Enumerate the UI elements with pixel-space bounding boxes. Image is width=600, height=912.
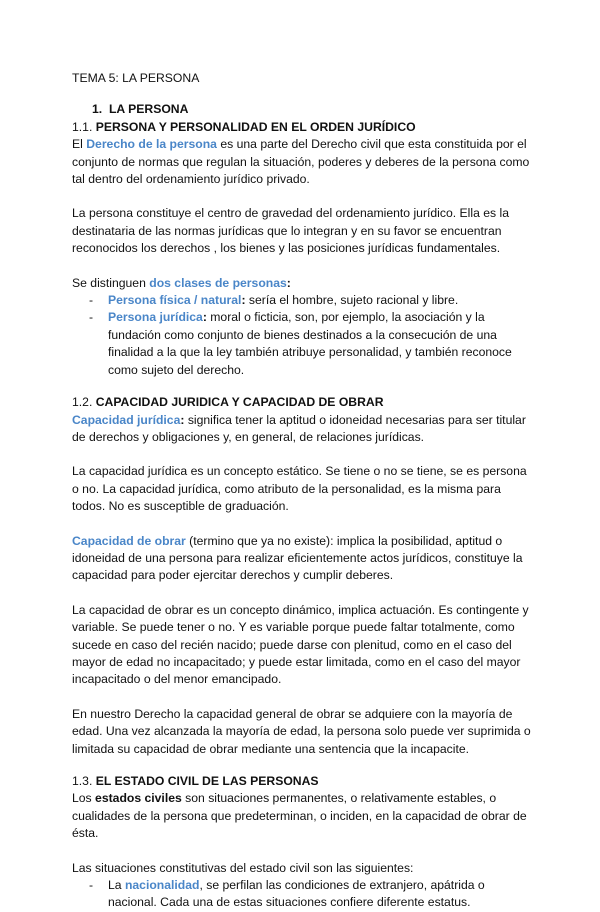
list-item bbox=[72, 877, 532, 912]
paragraph: En nuestro Derecho la capacidad general de obrar se adquiere con la mayoría de edad. Una vez alcanzada la mayoría de edad, la persona solo puede ver suprimida o limitada su capacidad de obrar mediante una sentencia que la incapacite. bbox=[72, 706, 531, 756]
text: Se distinguen bbox=[72, 275, 150, 290]
highlight-term: nacionalidad bbox=[124, 878, 200, 893]
text: sería el hombre, sujeto racional y libre. bbox=[245, 293, 459, 308]
dash-bullet: - bbox=[89, 310, 94, 325]
text: : bbox=[202, 310, 207, 325]
document-page bbox=[72, 70, 532, 912]
text: La bbox=[108, 878, 125, 893]
subsection-1-2-heading bbox=[72, 394, 532, 411]
section-1-number: 1. bbox=[92, 102, 103, 117]
text: , se perfilan las condiciones de extranjero, apátrida o nacional. Cada una de estas situaciones confiere diferente estatus. bbox=[108, 878, 485, 910]
text: significa tener la aptitud o idoneidad necesarias para ser titular de derechos y obligaciones y, en general, de relaciones jurídicas. bbox=[72, 412, 526, 444]
text: : bbox=[180, 412, 185, 427]
text: : bbox=[241, 293, 246, 308]
section-1-heading bbox=[92, 101, 532, 118]
text: (termino que ya no existe): implica la posibilidad, aptitud o idoneidad de una persona para realizar eficientemente actos jurídicos, constituye la capacidad para poder ejercitar derechos y cumplir deberes. bbox=[72, 533, 523, 583]
subsection-title: PERSONA Y PERSONALIDAD EN EL ORDEN JURÍDICO bbox=[95, 119, 416, 134]
highlight-term: Persona jurídica bbox=[108, 310, 203, 325]
highlight-term: Capacidad jurídica bbox=[72, 412, 181, 427]
subsection-title: EL ESTADO CIVIL DE LAS PERSONAS bbox=[95, 774, 319, 788]
highlight-term: Persona física / natural bbox=[108, 293, 242, 308]
list-item bbox=[72, 309, 532, 379]
text: es una parte del Derecho civil que esta constituida por el conjunto de normas que regulan la situación, poderes y deberes de la persona como tal dentro del ordenamiento jurídico privado. bbox=[72, 137, 530, 187]
text: : bbox=[286, 275, 291, 290]
paragraph bbox=[72, 533, 532, 585]
text: son situaciones permanentes, o relativamente estables, o cualidades de la persona que predeterminan, o inciden, en la capacidad de obrar de ésta. bbox=[72, 791, 527, 841]
text: Los bbox=[72, 791, 96, 806]
highlight-term: dos clases de personas bbox=[149, 275, 287, 290]
paragraph bbox=[72, 790, 532, 842]
civil-status-list bbox=[72, 877, 532, 912]
subsection-number: 1.2. bbox=[72, 395, 93, 410]
topic-title: TEMA 5: LA PERSONA bbox=[72, 71, 200, 85]
subsection-title: CAPACIDAD JURIDICA Y CAPACIDAD DE OBRAR bbox=[95, 395, 384, 410]
subsection-1-1-heading bbox=[72, 119, 532, 136]
paragraph: La persona constituye el centro de gravedad del ordenamiento jurídico. Ella es la destinataria de las normas jurídicas que lo integran y en su favor se encuentran reconocidos los derechos , los bienes y las posiciones jurídicas fundamentales. bbox=[72, 206, 509, 256]
subsection-number: 1.1. bbox=[72, 119, 93, 134]
text: moral o ficticia, son, por ejemplo, la asociación y la fundación como conjunto de bienes destinados a la consecución de una finalidad a la que la ley también atribuye personalidad, y también reconoce como sujeto del derecho. bbox=[108, 310, 512, 377]
section-1-title: LA PERSONA bbox=[108, 102, 189, 117]
paragraph bbox=[72, 412, 532, 447]
paragraph: La capacidad de obrar es un concepto dinámico, implica actuación. Es contingente y variable. Se puede tener o no. Y es variable porque puede faltar totalmente, como sucede en caso del recién nacido; puede darse con plenitud, como en el caso del mayor de edad no incapacitado; y puede estar limitada, como en el caso del mayor incapacitado o del menor emancipado. bbox=[72, 602, 529, 687]
subsection-number: 1.3. bbox=[72, 774, 93, 788]
person-types-list bbox=[72, 292, 532, 379]
paragraph: Las situaciones constitutivas del estado civil son las siguientes: bbox=[72, 860, 414, 875]
highlight-term: Derecho de la persona bbox=[86, 137, 217, 152]
paragraph bbox=[72, 136, 532, 188]
dash-bullet: - bbox=[89, 293, 94, 308]
paragraph: La capacidad jurídica es un concepto estático. Se tiene o no se tiene, se es persona o no. La capacidad jurídica, como atributo de la personalidad, es la misma para todos. No es susceptible de graduación. bbox=[72, 464, 527, 514]
bold-term: estados civiles bbox=[95, 791, 182, 806]
highlight-term: Capacidad de obrar bbox=[72, 533, 186, 548]
text: El bbox=[72, 137, 87, 152]
dash-bullet: - bbox=[89, 878, 94, 893]
subsection-1-3-heading bbox=[72, 773, 532, 790]
list-item bbox=[72, 292, 532, 309]
paragraph bbox=[72, 275, 532, 292]
